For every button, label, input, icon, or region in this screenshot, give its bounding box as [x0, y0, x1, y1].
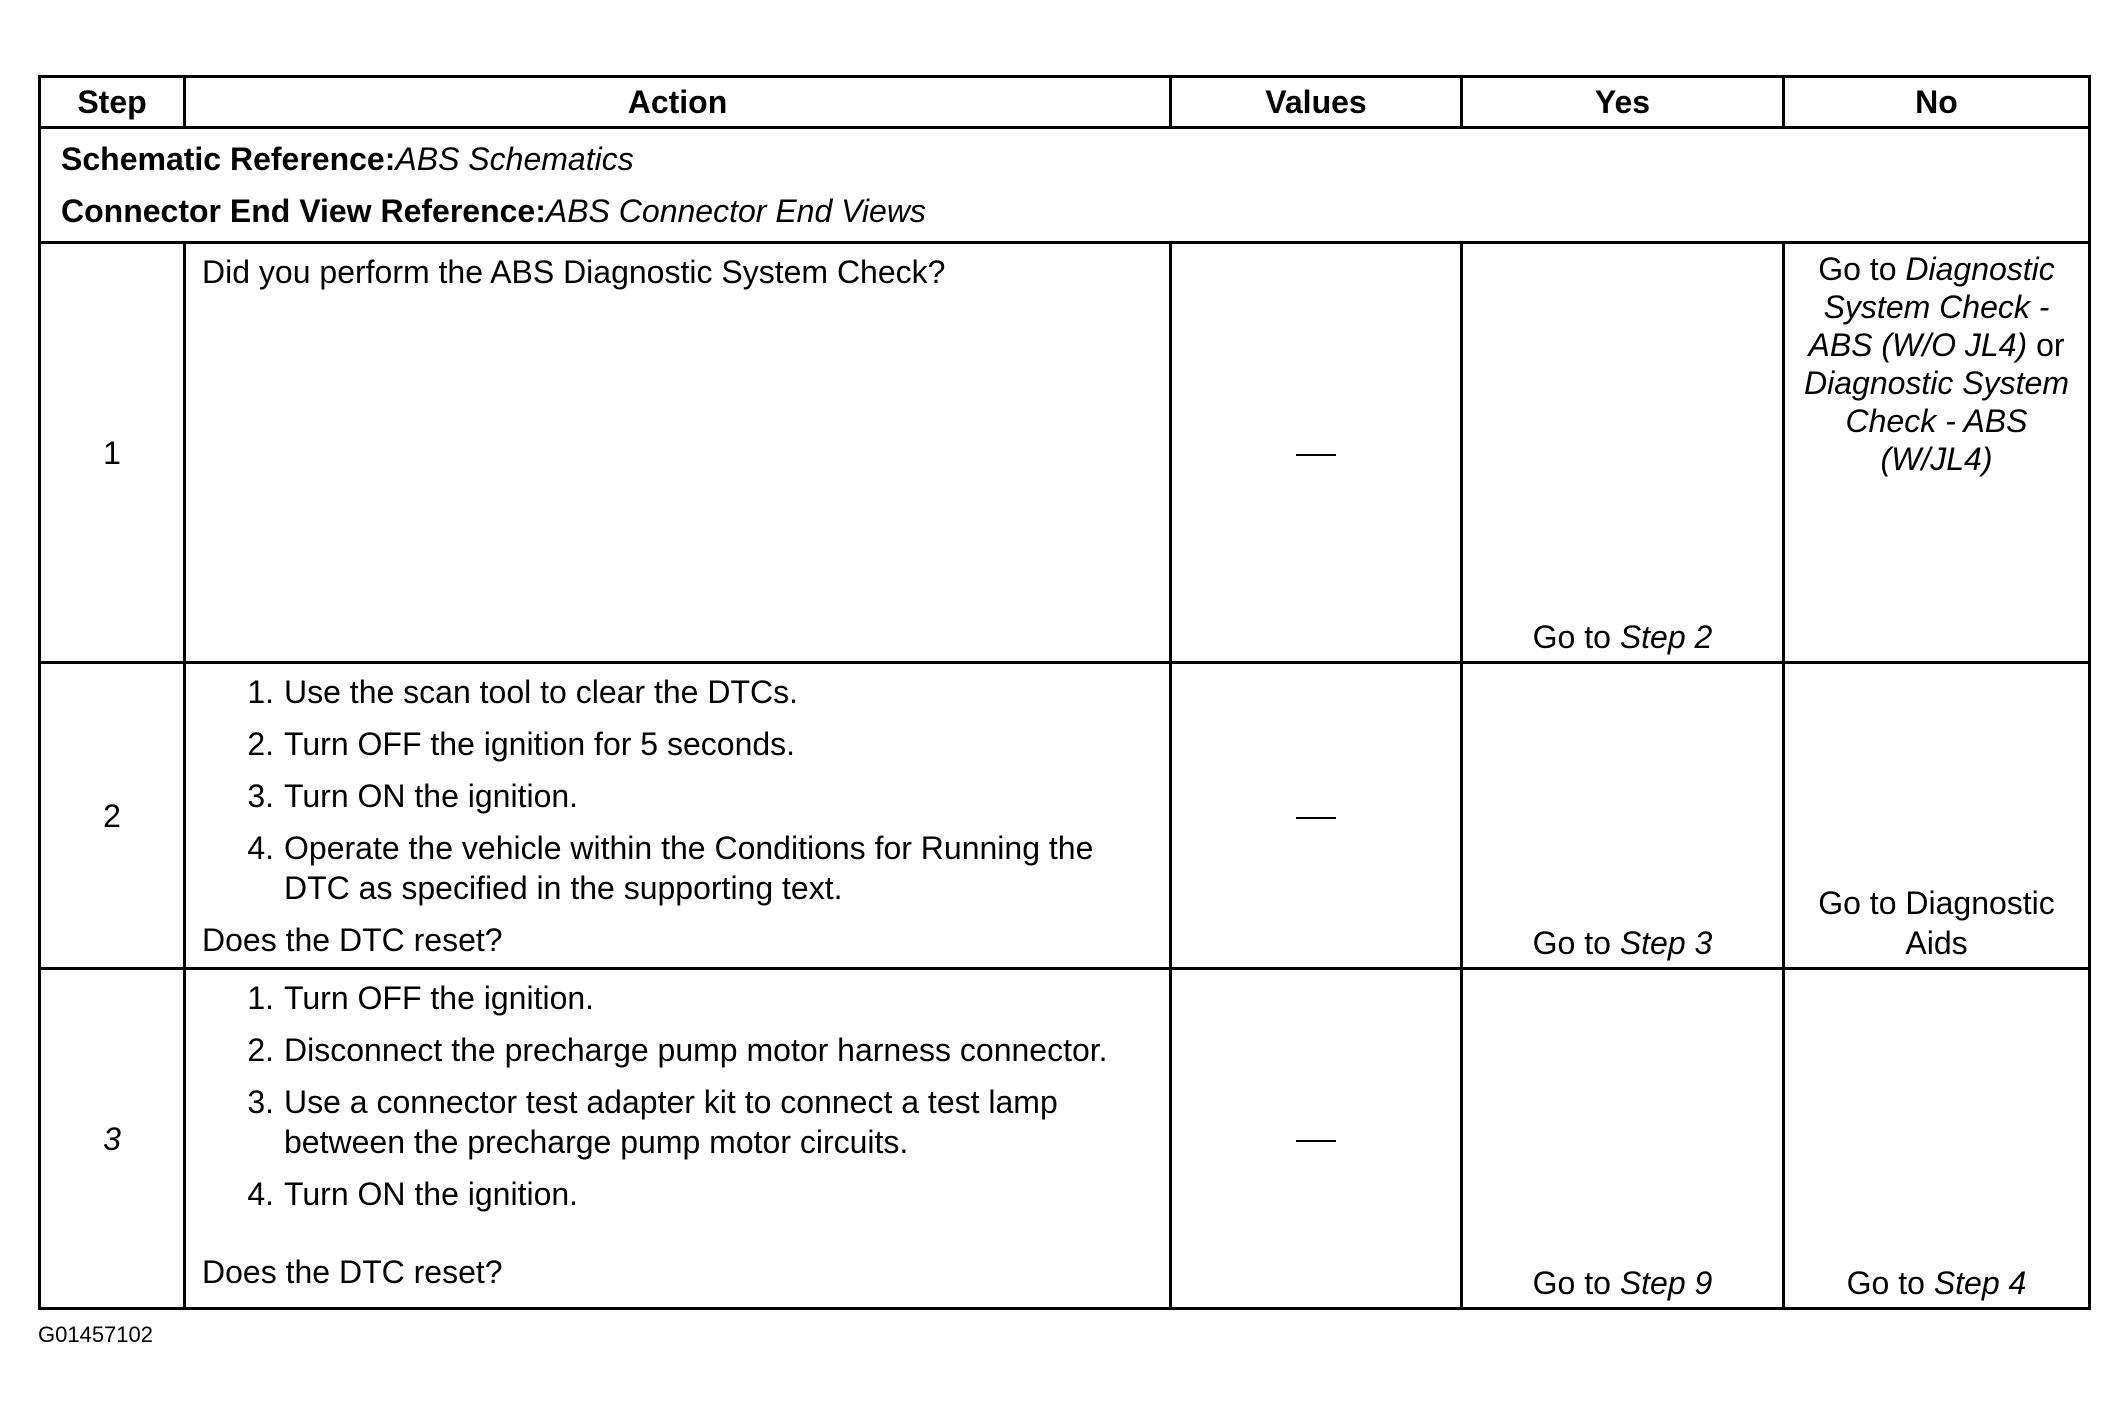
no-cell [1784, 663, 2090, 969]
no-cell [1784, 243, 2090, 663]
values-cell [1171, 969, 1462, 1309]
list-item [234, 828, 1155, 908]
list-item-text: Operate the vehicle within the Conditions for Running the DTC as specified in the supporting text. [284, 830, 1094, 906]
action-question: Does the DTC reset? [202, 1254, 503, 1290]
list-item-number: 1. [247, 980, 274, 1016]
action-question: Does the DTC reset? [202, 922, 503, 958]
list-item [234, 776, 1155, 816]
action-cell [185, 663, 1171, 969]
list-item-number: 1. [247, 674, 274, 710]
em-dash [1296, 454, 1336, 456]
action-list [202, 978, 1155, 1214]
action-cell [185, 243, 1171, 663]
list-item [234, 1174, 1155, 1214]
list-item [234, 724, 1155, 764]
header-row [40, 77, 2090, 128]
step-number: 3 [40, 969, 185, 1309]
no-link-w-jl4[interactable]: Diagnostic System Check - ABS (W/JL4) [1804, 365, 2069, 477]
list-item-text: Turn ON the ignition. [284, 778, 579, 814]
list-item-number: 2. [247, 1032, 274, 1068]
list-item-number: 4. [247, 830, 274, 866]
schematic-reference-link[interactable]: ABS Schematics [395, 141, 634, 177]
list-item-text: Use the scan tool to clear the DTCs. [284, 674, 798, 710]
no-step-link[interactable]: Step 4 [1933, 1265, 2027, 1301]
no-prefix: Go to [1846, 1265, 1934, 1301]
header-values: Values [1171, 77, 1462, 128]
schematic-reference [61, 133, 2068, 185]
no-text[interactable]: Go to Diagnostic Aids [1818, 885, 2055, 961]
list-item-text: Use a connector test adapter kit to connect a test lamp between the precharge pump motor circuits. [284, 1084, 1058, 1160]
list-item [234, 672, 1155, 712]
list-item-text: Turn OFF the ignition for 5 seconds. [284, 726, 796, 762]
no-mid-text: or [2027, 327, 2065, 363]
list-item-number: 3. [247, 778, 274, 814]
connector-reference-label: Connector End View Reference: [61, 193, 546, 229]
action-question: Did you perform the ABS Diagnostic System Check? [202, 254, 946, 290]
list-item [234, 1030, 1155, 1070]
yes-step-link[interactable]: Step 2 [1619, 619, 1713, 655]
step-number: 1 [40, 243, 185, 663]
values-cell [1171, 663, 1462, 969]
values-cell [1171, 243, 1462, 663]
em-dash [1296, 1140, 1336, 1142]
list-item [234, 1082, 1155, 1162]
connector-reference [61, 185, 2068, 237]
step-number: 2 [40, 663, 185, 969]
action-cell [185, 969, 1171, 1309]
figure-id: G01457102 [38, 1322, 153, 1347]
list-item-number: 2. [247, 726, 274, 762]
list-item-number: 4. [247, 1176, 274, 1212]
header-action: Action [185, 77, 1171, 128]
yes-prefix: Go to [1532, 925, 1620, 961]
no-link-wo-jl4[interactable]: Diagnostic System Check - ABS (W/O JL4) [1808, 251, 2055, 363]
reference-row [40, 128, 2090, 243]
no-cell [1784, 969, 2090, 1309]
list-item-text: Turn OFF the ignition. [284, 980, 595, 1016]
list-item [234, 978, 1155, 1018]
list-item-number: 3. [247, 1084, 274, 1120]
yes-cell [1462, 663, 1784, 969]
yes-step-link[interactable]: Step 9 [1619, 1265, 1713, 1301]
yes-cell [1462, 243, 1784, 663]
em-dash [1296, 817, 1336, 819]
list-item-text: Turn ON the ignition. [284, 1176, 579, 1212]
step-row-1 [40, 243, 2090, 663]
schematic-reference-label: Schematic Reference: [61, 141, 396, 177]
connector-reference-link[interactable]: ABS Connector End Views [545, 193, 926, 229]
yes-cell [1462, 969, 1784, 1309]
reference-cell [40, 128, 2090, 243]
yes-prefix: Go to [1532, 619, 1620, 655]
header-yes: Yes [1462, 77, 1784, 128]
list-item-text: Disconnect the precharge pump motor harness connector. [284, 1032, 1108, 1068]
step-row-3 [40, 969, 2090, 1309]
header-no: No [1784, 77, 2090, 128]
no-prefix: Go to [1818, 251, 1906, 287]
step-row-2 [40, 663, 2090, 969]
action-list [202, 672, 1155, 908]
yes-step-link[interactable]: Step 3 [1619, 925, 1713, 961]
yes-prefix: Go to [1532, 1265, 1620, 1301]
diagnostic-table [38, 75, 2091, 1310]
header-step: Step [40, 77, 185, 128]
